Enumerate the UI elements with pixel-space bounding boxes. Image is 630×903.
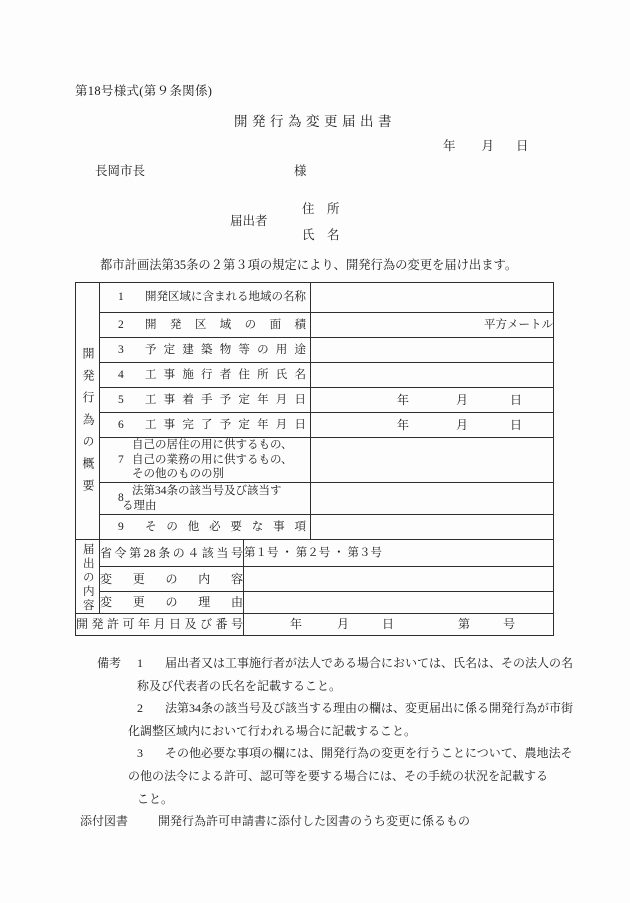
table-row (76, 515, 554, 540)
table-row (76, 567, 554, 592)
attachment-row (80, 810, 597, 833)
row-label-text: 変 更 の 内 容 (100, 571, 243, 586)
row-number: 1 (118, 291, 124, 304)
day-label: 日 (382, 617, 395, 631)
row-number: 2 (118, 318, 124, 331)
day-label: 日 (510, 417, 523, 432)
row-number: 4 (118, 368, 124, 381)
row-label-cell (100, 438, 311, 483)
section-notification-label: 届出の内容 (81, 543, 94, 613)
number-suffix-label: 号 (503, 617, 516, 631)
remark-text: 化調整区域内において行われる場合に記載すること。 (128, 723, 417, 738)
row-label-text: 開発区域に含まれる地域の名称 (145, 291, 306, 304)
table-row (76, 413, 554, 438)
remark-item (128, 742, 597, 810)
row-value-cell (311, 483, 554, 515)
row-value-cell (311, 283, 554, 313)
row-label-text: 工 事 完 了 予 定 年 月 日 (145, 418, 306, 431)
remark-item (137, 652, 573, 697)
row-value-cell (244, 592, 554, 614)
table-row (76, 338, 554, 363)
table-row (76, 388, 554, 413)
remark-number: 3 (137, 746, 143, 761)
row-label-cell (100, 483, 311, 515)
month-label: 月 (456, 417, 469, 432)
row-label-cell (100, 567, 244, 592)
remark-text: その他必要な事項の欄には、開発行為の変更を行うことについて、農地法そ (165, 746, 573, 761)
row-label-text: 開 発 区 域 の 面 積 (145, 318, 306, 331)
remarks-section (80, 652, 597, 833)
row-number: 5 (118, 393, 124, 406)
year-label: 年 (397, 392, 410, 407)
row-value-cell (311, 438, 554, 483)
row-label-cell (100, 388, 311, 413)
table-row (76, 614, 554, 636)
row-number: 3 (118, 343, 124, 356)
attachment-text: 開発行為許可申請書に添付した図書のうち変更に係るもの (158, 814, 471, 829)
table-row (76, 363, 554, 388)
row-label-text: 予 定 建 築 物 等 の 用 途 (145, 343, 306, 356)
table-row (76, 438, 554, 483)
remark-text: 届出者又は工事施行者が法人である場合においては、氏名は、その法人の名 (165, 656, 574, 670)
permit-label-cell (76, 614, 244, 636)
row-value-options: 第１号 ・ 第２号 ・ 第３号 (244, 540, 554, 567)
row-value-unit: 平方メートル (311, 313, 554, 338)
row-label-cell (100, 413, 311, 438)
row-value-cell (311, 388, 554, 413)
table-row (76, 483, 554, 515)
row-label-text: 省令第28条の４該当号 (100, 545, 243, 560)
attachment-label: 添付図書 (80, 814, 129, 829)
remark-number: 1 (137, 656, 143, 670)
table-row (76, 313, 554, 338)
row-label-cell (100, 283, 311, 313)
permit-value-cell (244, 614, 554, 636)
row-value-cell (311, 363, 554, 388)
year-label: 年 (290, 617, 303, 631)
row-label-cell (100, 540, 244, 567)
remark-text: 称及び代表者の氏名を記載すること。 (137, 678, 342, 693)
date-day-label: 日 (516, 139, 529, 153)
remark-text: の他の法令による許可、認可等を要する場合には、その手続の状況を記載する (128, 768, 549, 783)
section-overview-header (76, 283, 100, 540)
addressee: 長岡市長 (95, 164, 146, 178)
number-prefix-label: 第 (458, 617, 471, 631)
remark-item (128, 697, 597, 742)
remark-text: こと。 (137, 791, 174, 806)
row-number: 6 (118, 418, 124, 431)
row-value-cell (311, 338, 554, 363)
row-label-cell (100, 363, 311, 388)
remark-text: 法第34条の該当号及び該当する理由の欄は、変更届出に係る開発行為が市街 (165, 701, 574, 716)
year-label: 年 (397, 417, 410, 432)
row-label-cell (100, 592, 244, 614)
form-number: 第18号様式(第９条関係) (75, 84, 213, 98)
row-label-cell (100, 313, 311, 338)
form-table (75, 282, 554, 636)
section-notification-header (76, 540, 100, 614)
page-title: 開発行為変更届出書 (234, 114, 396, 129)
address-label: 住 所 (302, 202, 340, 216)
row-value-cell (311, 515, 554, 540)
row-number: 7 (118, 453, 124, 466)
row-label-text: そ の 他 必 要 な 事 項 (145, 520, 306, 533)
row-value-cell (311, 413, 554, 438)
remarks-label: 備考 (97, 656, 122, 670)
applicant-label: 届出者 (230, 214, 268, 228)
row-label-cell (100, 515, 311, 540)
remark-number: 2 (137, 701, 143, 716)
permit-label-text: 開発許可年月日及び番号 (76, 617, 243, 631)
date-year-label: 年 (443, 139, 456, 153)
row-label-text: 法第34条の該当号及び該当す る理由 (122, 485, 282, 512)
table-row (76, 540, 554, 567)
row-label-text: 工 事 着 手 予 定 年 月 日 (145, 393, 306, 406)
date-line (443, 136, 529, 154)
row-number: 9 (118, 520, 124, 533)
row-label-cell (100, 338, 311, 363)
month-label: 月 (337, 617, 350, 631)
section-overview-label: 開発行為の概要 (81, 347, 95, 501)
row-label-text: 変 更 の 理 由 (100, 595, 243, 610)
day-label: 日 (510, 392, 523, 407)
row-label-text: 工 事 施 行 者 住 所 氏 名 (145, 368, 306, 381)
month-label: 月 (456, 392, 469, 407)
row-number: 8 (118, 492, 124, 505)
table-row (76, 283, 554, 313)
row-label-text: 自己の居住の用に供するもの、 自己の業務の用に供するもの、 その他のものの別 (132, 439, 293, 481)
row-value-cell (244, 567, 554, 592)
honorific: 様 (294, 164, 307, 178)
date-month-label: 月 (481, 139, 495, 153)
declaration-text: 都市計画法第35条の２第３項の規定により、開発行為の変更を届け出ます。 (100, 258, 518, 272)
name-label: 氏 名 (302, 228, 340, 242)
table-row (76, 592, 554, 614)
